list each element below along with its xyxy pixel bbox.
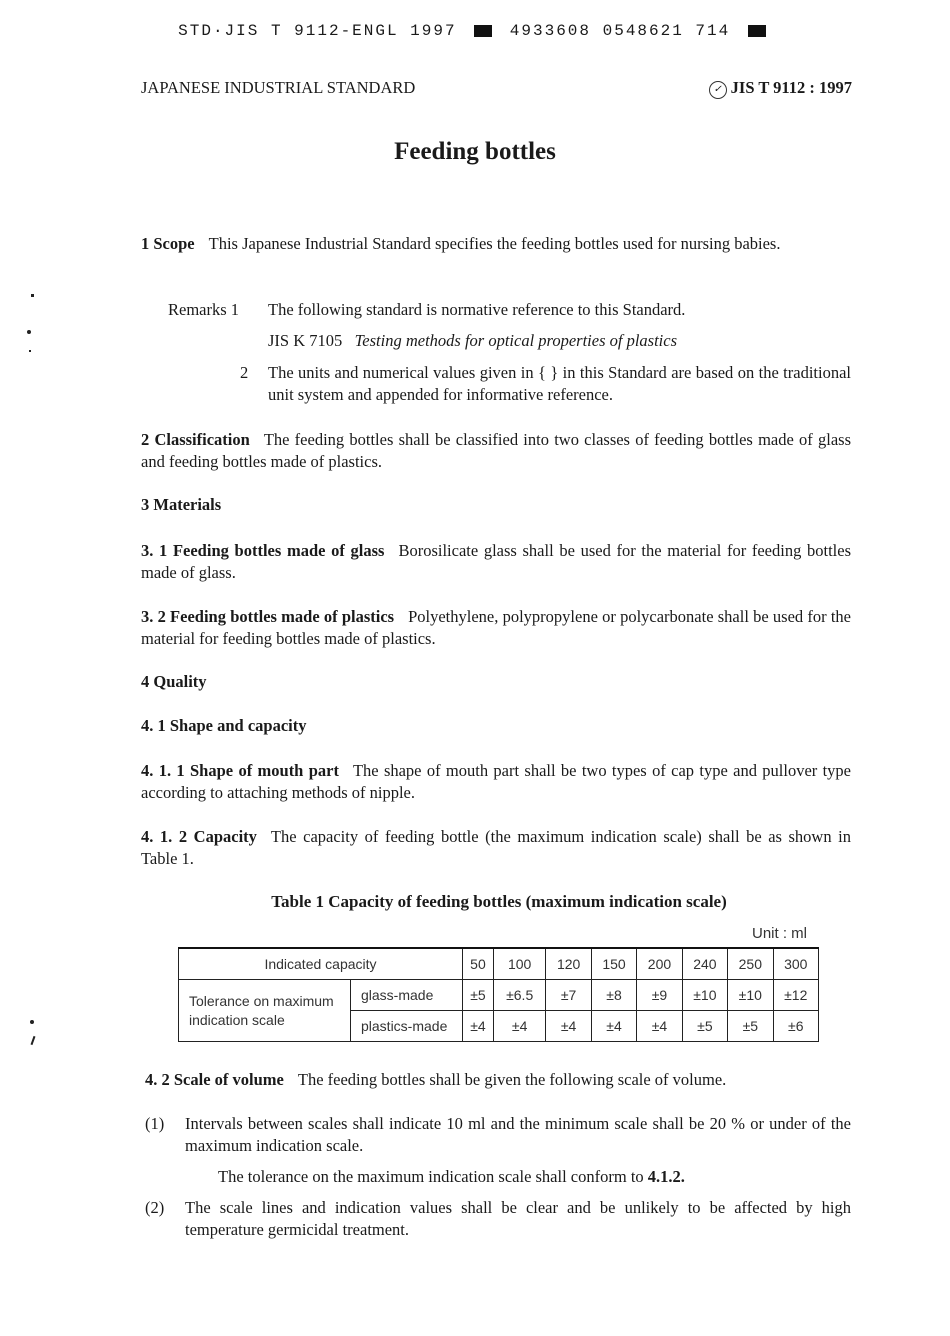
section-quality-heading: 4 Quality [141,672,207,691]
remarks-reference [168,330,851,352]
tolerance-note [218,1166,851,1188]
section-text: Borosilicate glass shall be used for the material for feeding bottles made of glass. [141,541,851,582]
list-item-number: (2) [145,1198,165,1217]
list-item-text: Intervals between scales shall indicate 10 ml and the minimum scale shall be 20 % or under of the maximum indication scale. [185,1114,851,1155]
list-item-number: (1) [145,1114,165,1133]
section-materials-heading: 3 Materials [141,495,222,514]
section-text: The feeding bottles shall be given the following scale of volume. [297,1070,727,1089]
remarks-2-text: The units and numerical values given in { } in this Standard are based on the traditional unit system and appended for informative reference. [268,363,851,404]
section-4-1-1 [141,760,851,804]
section-text: The feeding bottles shall be classified into two classes of feeding bottles made of glass and feeding bottles made of plastics. [141,430,851,471]
table-cell: 300 [773,948,818,980]
table-cell: ±9 [637,980,682,1011]
table-cell: ±12 [773,980,818,1011]
table-title: Table 1 Capacity of feeding bottles (maximum indication scale) [271,892,727,911]
section-text: The shape of mouth part shall be two types of cap type and pullover type according to attaching methods of nipple. [141,761,852,802]
table-cell: 120 [546,948,591,980]
table-cell: 100 [493,948,546,980]
table-cell: 240 [682,948,727,980]
remarks-label: Remarks 1 [168,300,240,319]
table-cell: 150 [591,948,636,980]
list-item-text: The scale lines and indication values shall be clear and be unlikely to be affected by high temperature germicidal treatment. [185,1198,851,1239]
remarks-2 [168,362,851,406]
section-text: This Japanese Industrial Standard specifies the feeding bottles used for nursing babies. [208,234,781,253]
table-cell: ±6.5 [493,980,546,1011]
table-header-cell: Indicated capacity [179,948,463,980]
section-heading: 2 Classification [141,430,250,449]
table-cell: ±4 [591,1011,636,1042]
tolerance-note-ref: 4.1.2. [647,1167,685,1186]
document-code-part1: STD·JIS T 9112-ENGL 1997 [178,22,457,40]
table-row-header: Tolerance on maximum indication scale [179,980,351,1042]
table-cell: ±7 [546,980,591,1011]
section-4-1-2 [141,826,851,870]
table-cell: ±4 [546,1011,591,1042]
table-unit: Unit : ml [752,925,808,942]
table-cell: 200 [637,948,682,980]
table-cell: 250 [728,948,773,980]
table-cell: ±10 [682,980,727,1011]
page-title: Feeding bottles [394,138,556,165]
table-row-subheader: glass-made [351,980,463,1011]
list-item [145,1197,851,1241]
table-cell: ±8 [591,980,636,1011]
table-cell: ±5 [728,1011,773,1042]
table-cell: ±6 [773,1011,818,1042]
remarks-1 [168,299,851,321]
table-cell: 50 [463,948,494,980]
scan-speck [27,330,31,334]
section-4-2 [145,1069,851,1091]
standard-org-label: JAPANESE INDUSTRIAL STANDARD [141,78,416,97]
barcode-block [474,25,492,37]
barcode-block [748,25,766,37]
table-row-subheader: plastics-made [351,1011,463,1042]
capacity-table [178,947,819,1042]
jis-mark-icon: ✓ [709,81,727,99]
table-row [179,980,819,1011]
section-scope [141,233,851,255]
table-cell: ±5 [682,1011,727,1042]
section-heading: 3. 2 Feeding bottles made of plastics [141,607,395,626]
section-heading: 4. 2 Scale of volume [145,1070,284,1089]
remarks-1-text: The following standard is normative reference to this Standard. [268,300,686,319]
section-4-1-heading: 4. 1 Shape and capacity [141,716,307,735]
scan-speck [31,294,34,297]
table-cell: ±4 [463,1011,494,1042]
scan-speck [29,350,31,352]
document-code-part2: 4933608 0548621 714 [509,22,731,40]
list-item [145,1113,851,1157]
scan-speck [31,1036,36,1045]
scan-speck [30,1020,34,1024]
section-heading: 1 Scope [141,234,195,253]
remarks-2-label: 2 [240,363,249,382]
standard-number-text: JIS T 9112 : 1997 [730,78,852,97]
section-heading: 3. 1 Feeding bottles made of glass [141,541,385,560]
section-3-1 [141,540,851,584]
section-heading: 4. 1. 1 Shape of mouth part [141,761,339,780]
reference-title: Testing methods for optical properties of plastics [354,331,678,350]
section-classification [141,429,851,473]
standard-number [709,78,852,99]
section-text: Polyethylene, polypropylene or polycarbonate shall be used for the material for feeding bottles made of plastics. [141,607,851,648]
table-cell: ±10 [728,980,773,1011]
reference-code: JIS K 7105 [268,331,343,350]
tolerance-note-text: The tolerance on the maximum indication scale shall conform to [218,1167,644,1186]
section-3-2 [141,606,851,650]
section-heading: 4. 1. 2 Capacity [141,827,257,846]
table-row [179,948,819,980]
table-cell: ±5 [463,980,494,1011]
table-cell: ±4 [493,1011,546,1042]
document-code-line [0,22,950,40]
section-text: The capacity of feeding bottle (the maximum indication scale) shall be as shown in Table 1. [141,827,851,868]
table-cell: ±4 [637,1011,682,1042]
